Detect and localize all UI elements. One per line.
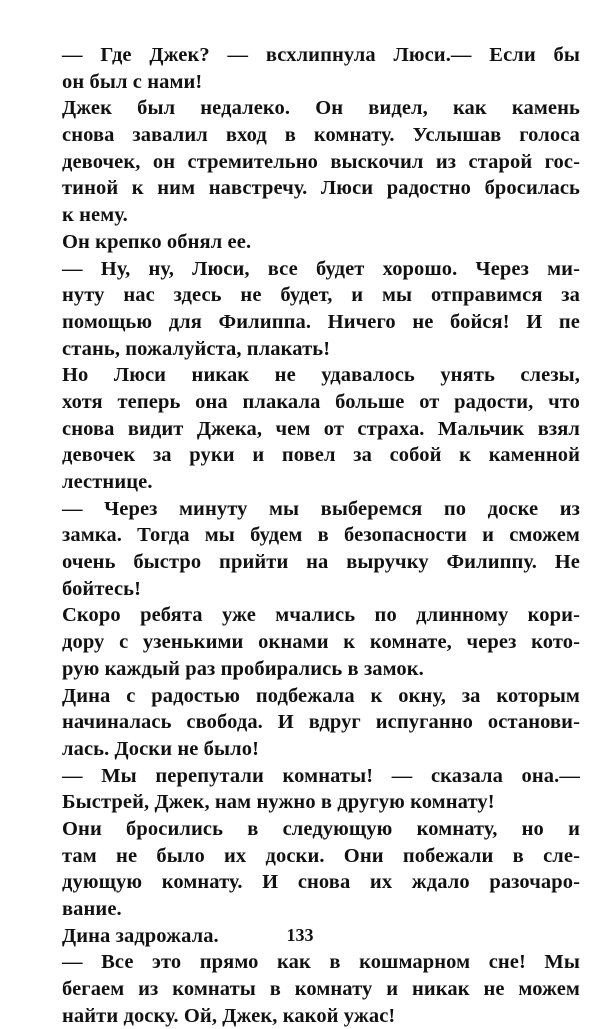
text-line: рую каждый раз пробирались в замок.: [62, 657, 424, 680]
text-line: Джек был недалеко. Он видел, как камень: [62, 97, 580, 120]
text-line: лестнице.: [62, 471, 153, 493]
text-line: снова видит Джека, чем от страха. Мальчик взял: [62, 417, 580, 440]
text-line: к нему.: [62, 204, 128, 227]
text-line: хотя теперь она плакала больше от радости, что: [62, 390, 580, 413]
text-line: Быстрей, Джек, нам нужно в другую комнату!: [62, 791, 495, 814]
text-line: стань, пожалуйста, плакать!: [62, 337, 331, 360]
text-line: помощью для Филиппа. Ничего не бойся! И пе: [62, 310, 580, 333]
text-line: нуту нас здесь не будет, и мы отправимся за: [62, 284, 580, 307]
text-line: Скоро ребята уже мчались по длинному кори-: [62, 604, 580, 627]
text-line: замка. Тогда мы будем в безопасности и сможем: [62, 524, 580, 547]
body-text: [62, 42, 580, 1029]
text-line: вание.: [62, 898, 122, 920]
text-line: — Где Джек? — всхлипнула Люси.— Если бы: [62, 44, 580, 66]
text-line: Они бросились в следующую комнату, но и: [62, 817, 580, 840]
text-line: он был с нами!: [62, 70, 203, 93]
text-line: девочек, он стремительно выскочил из старой гос-: [62, 150, 580, 173]
text-line: тиной к ним навстречу. Люси радостно бросилась: [62, 177, 580, 200]
text-line: — Через минуту мы выберемся по доске из: [62, 497, 580, 520]
text-line: Дина с радостью подбежала к окну, за которым: [62, 684, 580, 707]
text-line: там не было их доски. Они побежали в сле-: [62, 844, 580, 867]
text-line: очень быстро прийти на выручку Филиппу. Не: [62, 551, 580, 574]
text-line: снова завалил вход в комнату. Услышав голоса: [62, 124, 580, 147]
text-line: Он крепко обнял ее.: [62, 230, 252, 253]
text-line: Но Люси никак не удавалось унять слезы,: [62, 364, 580, 387]
text-line: начиналась свобода. И вдруг испуганно останови-: [62, 711, 580, 734]
text-line: — Все это прямо как в кошмарном сне! Мы: [62, 951, 580, 974]
text-line: Дина задрожала.: [62, 924, 219, 947]
text-line: — Ну, ну, Люси, все будет хорошо. Через ми-: [62, 257, 580, 280]
text-line: дующую комнату. И снова их ждало разочаро-: [62, 871, 580, 894]
page-number: 133: [286, 925, 314, 945]
text-line: лась. Доски не было!: [62, 737, 260, 760]
text-line: — Мы перепутали комнаты! — сказала она.—: [62, 764, 580, 787]
text-line: найти доску. Ой, Джек, какой ужас!: [62, 1004, 396, 1027]
text-line: девочек за руки и повел за собой к каменной: [62, 444, 580, 467]
text-line: дору с узенькими окнами к комнате, через кото-: [62, 631, 580, 654]
text-line: бойтесь!: [62, 577, 142, 600]
text-line: бегаем из комнаты в комнату и никак не можем: [62, 978, 580, 1001]
